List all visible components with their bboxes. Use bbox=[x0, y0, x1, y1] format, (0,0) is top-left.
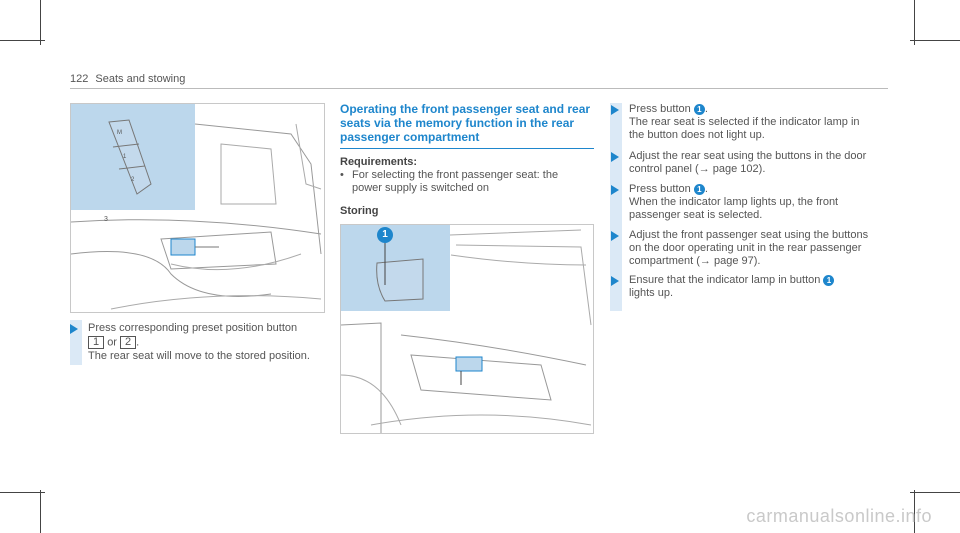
step-arrow-icon bbox=[611, 152, 619, 162]
preset-1-label: 1 bbox=[123, 154, 127, 160]
reference-arrow-icon: → bbox=[699, 255, 711, 267]
step-result: The rear seat is selected if the indicator lamp in the button does not light up. bbox=[629, 116, 860, 141]
crop-mark bbox=[0, 492, 45, 493]
callout-1-icon: 1 bbox=[377, 227, 393, 243]
step-arrow-icon bbox=[611, 105, 619, 115]
step-arrow-icon bbox=[611, 231, 619, 241]
right-step-3 bbox=[629, 183, 869, 222]
section-heading: Operating the front passenger seat and rear seats via the memory function in the rear passenger compartment bbox=[340, 102, 591, 144]
section-title: Seats and stowing bbox=[95, 73, 186, 85]
right-step-2 bbox=[629, 150, 869, 176]
right-step-4 bbox=[629, 229, 869, 268]
step-text: Press button bbox=[629, 103, 691, 115]
step-punct: . bbox=[704, 183, 708, 195]
page-number: 122 bbox=[70, 73, 89, 85]
storing-label: Storing bbox=[340, 205, 379, 217]
watermark: carmanualsonline.info bbox=[746, 506, 932, 526]
preset-key-2: 2 bbox=[120, 336, 136, 349]
reference-arrow-icon: → bbox=[698, 163, 710, 175]
callout-1-icon: 1 bbox=[694, 104, 705, 115]
figure-callout-3: 3 bbox=[104, 216, 108, 223]
crop-mark bbox=[910, 40, 960, 41]
crop-mark bbox=[910, 492, 960, 493]
requirement-text: For selecting the front passenger seat: the power supply is switched on bbox=[352, 169, 559, 194]
page-reference[interactable]: page 97 bbox=[713, 255, 754, 267]
left-step: Press corresponding preset position button 1 or 2 . The rear seat will move to the stored position. bbox=[88, 322, 328, 363]
heading-rule bbox=[340, 148, 594, 149]
step-punct: ). bbox=[758, 163, 766, 175]
step-line: Press corresponding preset position button bbox=[88, 322, 298, 334]
requirement-item: • For selecting the front passenger seat: the power supply is switched on bbox=[340, 169, 592, 195]
memory-button-label: M bbox=[117, 130, 122, 136]
step-arrow-icon bbox=[611, 276, 619, 286]
crop-mark bbox=[40, 0, 41, 45]
crop-mark bbox=[0, 40, 45, 41]
step-punct: . bbox=[704, 103, 708, 115]
step-text: Ensure that the indicator lamp in button bbox=[629, 274, 821, 286]
step-result: When the indicator lamp lights up, the front passenger seat is selected. bbox=[629, 196, 839, 221]
step-text: Adjust the front passenger seat using the buttons on the door operating unit in the rear passenger compartment ( bbox=[629, 229, 869, 267]
right-step-5 bbox=[629, 274, 869, 300]
callout-1-icon: 1 bbox=[694, 184, 705, 195]
callout-1-icon: 1 bbox=[823, 275, 834, 286]
step-arrow-icon bbox=[70, 324, 78, 334]
page-reference[interactable]: page 102 bbox=[712, 163, 759, 175]
step-punct: ). bbox=[753, 255, 761, 267]
right-step-1 bbox=[629, 103, 869, 142]
requirements-label: Requirements: bbox=[340, 156, 418, 168]
crop-mark bbox=[40, 490, 41, 533]
step-text: Adjust the rear seat using the buttons in the door control panel ( bbox=[629, 150, 867, 175]
preset-key-1: 1 bbox=[88, 336, 104, 349]
header-rule bbox=[70, 88, 888, 89]
door-panel-figure bbox=[70, 103, 325, 313]
step-result: The rear seat will move to the stored position. bbox=[88, 350, 310, 363]
page-header bbox=[70, 73, 185, 85]
storing-drawing bbox=[341, 225, 593, 433]
or-text: or bbox=[107, 336, 117, 349]
crop-mark bbox=[914, 0, 915, 45]
storing-figure bbox=[340, 224, 594, 434]
door-panel-drawing bbox=[71, 104, 324, 312]
step-arrow-icon bbox=[611, 185, 619, 195]
step-text: Press button bbox=[629, 183, 691, 195]
preset-2-label: 2 bbox=[131, 177, 135, 183]
step-result: lights up. bbox=[629, 287, 674, 299]
